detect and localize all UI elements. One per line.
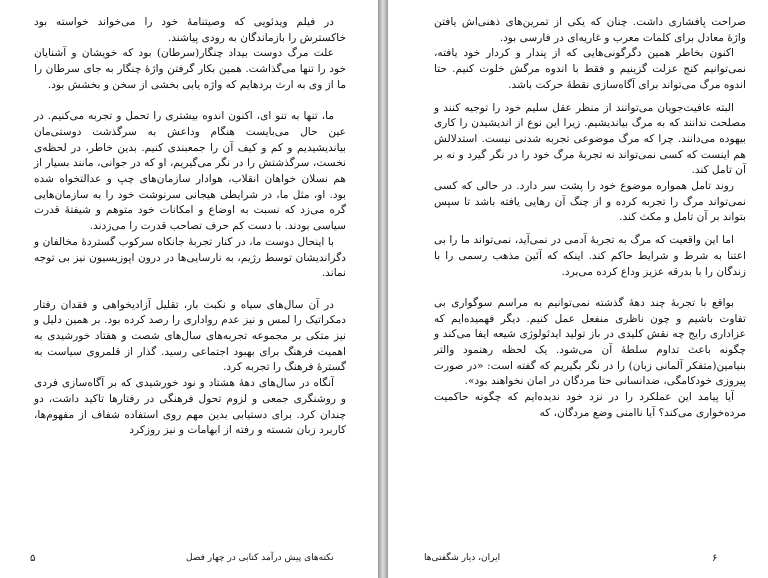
right-paragraph-5: اما این واقعیت که مرگ به تجربهٔ آدمی در نمی‌آید، نمی‌تواند ما را بی اعتنا به شرط و شرایط حاکم کند. اینکه که آئین مذهب رسمی را با زندگان را با بدرقه عزیز وداع کرده می‌برد. xyxy=(434,234,746,278)
right-running-title: ایران، دیار شگفتی‌ها xyxy=(424,553,501,563)
left-paragraph-5: در آن سال‌های سیاه و نکبت بار، تقلیل آزادیخواهی و فقدان رفتار دمکراتیک را لمس و نیز عدم رواداری را رصد کرده بود. بر همین دلیل و نیز متکی بر مجموعه تجربه‌های سال‌های شصت و هفتاد خورشیدی به اهمیت فرهنگ برای بهبود اجتماعی رسید. گذار از قلمروی سیاست به گسترهٔ فرهنگ را تجربه کرد. xyxy=(34,298,346,374)
left-page-text xyxy=(34,15,346,439)
right-page-number: ۶ xyxy=(712,553,718,564)
book-gutter xyxy=(378,0,388,578)
right-paragraph-3: البته عافیت‌جویان می‌توانند از منظر عقل سلیم خود را توجیه کنند و مصلحت ندانند که به مرگ بیاندیشیم. زیرا این نوع از اندیشیدن را کاری بیهوده می‌دانند. چرا که مرگ موضوعی تجربه شدنی نیست. استدلالش هم اینست که کسی نمی‌تواند نه تجربهٔ مرگ خود را در نگر گیرد و نه بر آن تامل کند. xyxy=(434,101,746,177)
left-page-number: ۵ xyxy=(30,553,36,564)
left-paragraph-6: آنگاه در سال‌های دههٔ هشتاد و نود خورشیدی که بر آگاه‌سازی فردی و روشنگری جمعی و لزوم تحول فرهنگی در رفتارها تاکید داشت، دو چندان کرد. برای دستیابی بدین مهم روی استفاده شفاف از مفهوم‌ها، کاربرد زبان شسته و رفته از ابهامات و نیز روزکرد xyxy=(34,377,346,437)
right-paragraph-7: آیا پیامد این عملکرد را در نزد خود ندیده‌ایم که چگونه حاکمیت مرده‌خواری می‌کند؟ آیا ناامنی وضع مردگان، که xyxy=(434,391,746,419)
left-page xyxy=(0,0,378,578)
right-page-text xyxy=(434,15,746,422)
left-paragraph-4: با اینحال دوست ما، در کنار تجربهٔ جانکاه سرکوب گستردهٔ مخالفان و دگراندیشان توسط رژیم، به نارسایی‌ها در درون اپوزیسیون نیز بی توجه نماند. xyxy=(34,235,346,280)
right-paragraph-6: بواقع با تجربهٔ چند دههٔ گذشته نمی‌توانیم به مراسم سوگواری بی تفاوت باشیم و چون ناظری منفعل عمل کنیم. دیگر فهمیده‌ایم که عزاداری رایج چه نقش کلیدی در باز تولید ایدئولوژی شیعه ایفا می‌کند و چگونه باعث تداوم سلطهٔ آن می‌شود. یک لحظه رهنمود والتر بنیامین(متفکر آلمانی زبان) را در نگر بگیریم که گفته است: «در صورت پیروزی خودکامگی، ضدانسانی حتا مردگان در امان نخواهند بود». xyxy=(434,296,746,388)
right-paragraph-4: روند تامل همواره موضوع خود را پشت سر دارد. در حالی که کسی نمی‌تواند مرگ را تجربه کرده و از چنگ آن رهایی یافته باشد تا سپس بتواند بر آن تامل و مکث کند. xyxy=(434,180,746,224)
left-paragraph-3: ما، تنها به تنو ای، اکنون اندوه بیشتری را تحمل و تجربه می‌کنیم. در عین حال می‌بایست هنگام وداعش به سرگذشت دوستی‌مان بیاندیشیدیم و کم و کیف آن را جمعبندی کنیم. بدین خاطر، در لحظه‌ی نخست، سرگذشتش را در نگر می‌گیریم، او که در جوانی، مانند بسیار از هم نسلان خواهان انقلاب، هوادار سازمان‌های چپ و عدالتخواه شده بود. او، مثل ما، در شرایطی هیجانی سرنوشت خود را به سازمان‌هایی گره می‌زد که نسبت به اوضاع و امکانات خود متوهم و شیفتهٔ قدرت سیاسی بودند. با دست کم حرف تصاحب قدرت را می‌زدند. xyxy=(34,110,346,233)
right-page xyxy=(388,0,768,578)
right-paragraph-2: اکنون بخاطر همین دگرگونی‌هایی که از پندار و کردار خود یافته، نمی‌توانیم کنج عزلت گزینیم و فقط با اندوه مرگش خلوت کنیم. حتا اندوه مرگ می‌تواند برای آگاه‌سازی نقطهٔ حرکت باشد. xyxy=(434,47,746,91)
left-running-title: نکته‌های پیش درآمد کتابی در چهار فصل xyxy=(186,553,334,563)
right-paragraph-1: صراحت پافشاری داشت. چنان که یکی از تمرین‌های ذهنی‌اش یافتن واژهٔ معادل برای کلمات معرب و غاریه‌ای در فارسی بود. xyxy=(434,16,746,44)
left-paragraph-1: در فیلم ویدئویی که وصیتنامهٔ خود را می‌خواند خواسته بود خاکسترش را بازماندگان به رودی پیاشند. xyxy=(34,16,346,44)
left-paragraph-2: علت مرگ دوست بیداد چنگار(سرطان) بود که خویشان و آشنایان خود را تنها می‌گذاشت. همین بکار گرفتن واژهٔ چنگار به جای سرطان را ما از وی به ارث بردهایم که واژه یابی بخشی از سخن و بخشش بود. xyxy=(34,47,346,91)
